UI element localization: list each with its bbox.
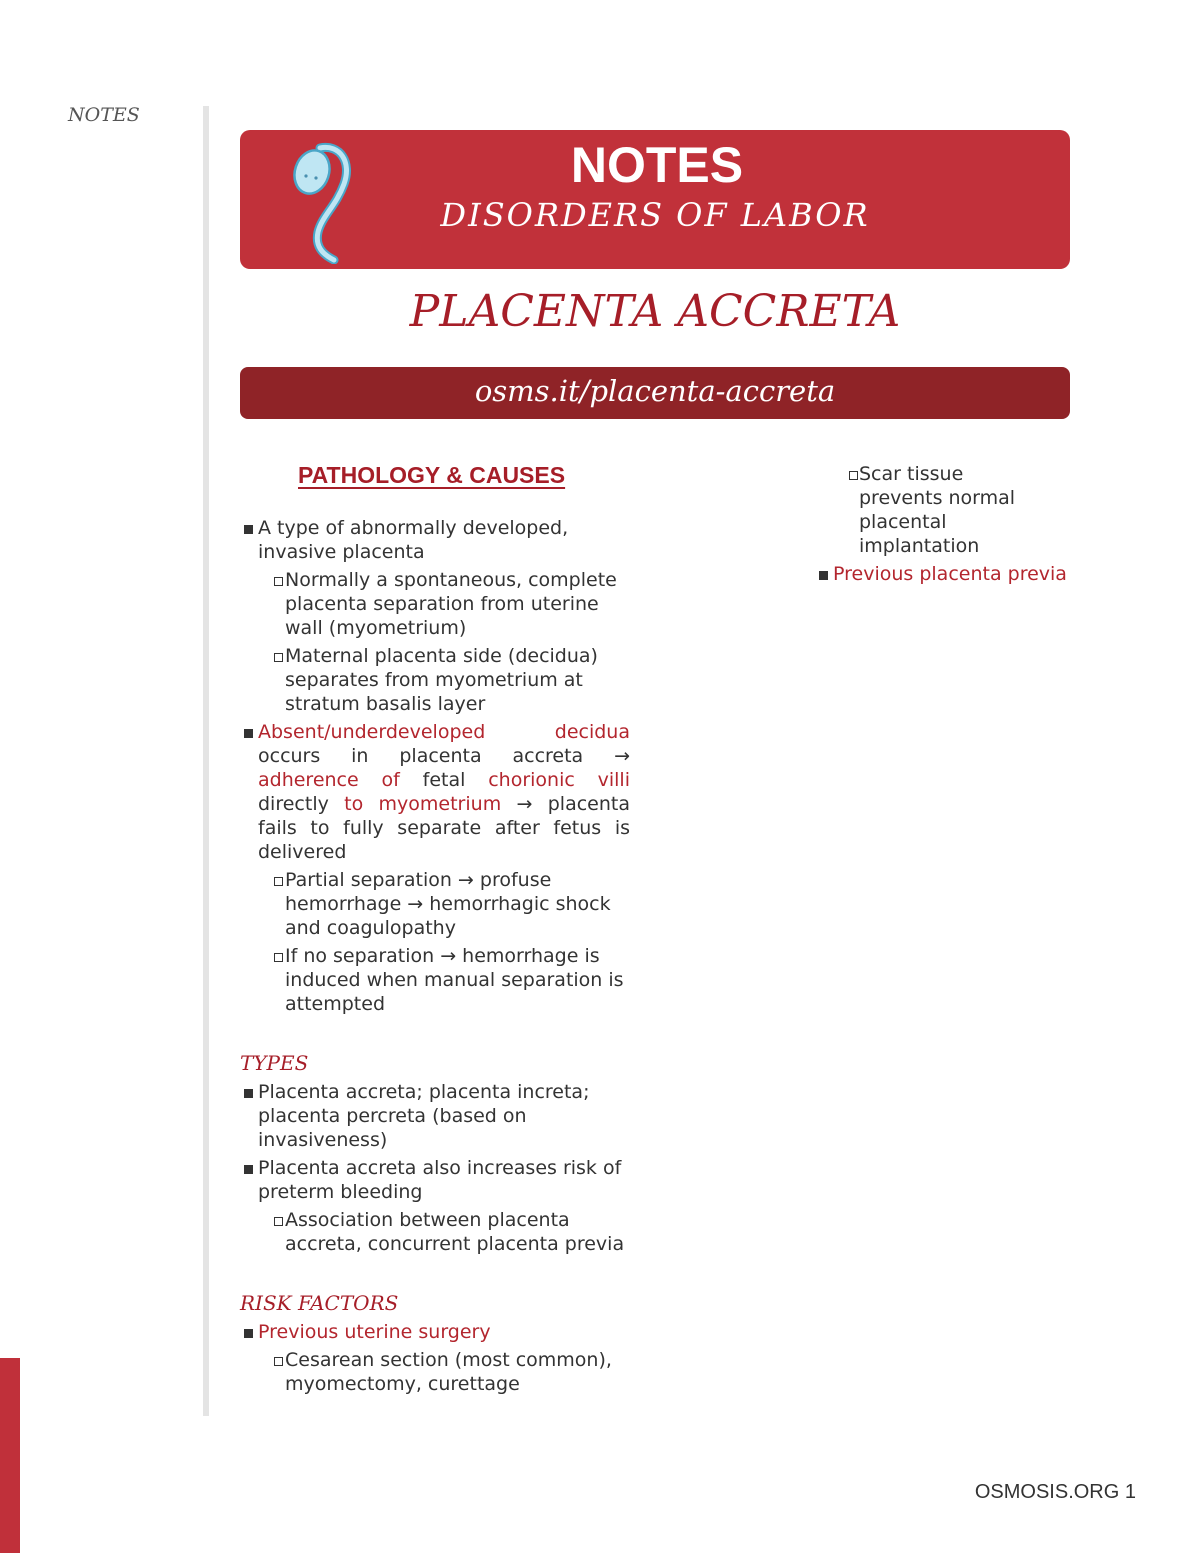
list-item: Placenta accreta also increases risk of preterm bleeding	[240, 1156, 630, 1204]
sub-list-item: If no separation → hemorrhage is induced when manual separation is attempted	[240, 944, 630, 1016]
sub-list-item: Scar tissue prevents normal placental implantation	[815, 462, 1034, 558]
highlight-text: adherence of	[258, 769, 400, 791]
right-column	[815, 458, 1085, 586]
section-heading-risk-factors: RISK FACTORS	[240, 1291, 399, 1315]
section-heading-pathology: PATHOLOGY & CAUSES	[298, 462, 566, 488]
sub-list-item: Normally a spontaneous, complete placenta separation from uterine wall (myometrium)	[240, 568, 630, 640]
body-text: fetal	[399, 769, 489, 791]
edge-accent-bar	[0, 1358, 20, 1553]
sub-list-item: Cesarean section (most common), myomectomy, curettage	[240, 1348, 630, 1396]
url-link[interactable]: osms.it/placenta-accreta	[240, 367, 1070, 419]
page-footer: OSMOSIS.ORG 1	[974, 1481, 1136, 1503]
list-item: A type of abnormally developed, invasive placenta	[240, 516, 630, 564]
sub-list-item: Partial separation → profuse hemorrhage → hemorrhagic shock and coagulopathy	[240, 868, 630, 940]
list-item: Previous placenta previa	[815, 562, 1085, 586]
sidebar-label: NOTES	[68, 104, 140, 126]
highlight-text: Absent/underdeveloped decidua	[258, 721, 630, 743]
left-column	[240, 460, 630, 1396]
sub-list-item: Association between placenta accreta, concurrent placenta previa	[240, 1208, 630, 1256]
page-title: PLACENTA ACCRETA	[409, 286, 901, 337]
sidebar-divider	[203, 106, 209, 1416]
banner-title: NOTES	[570, 137, 744, 193]
section-heading-types: TYPES	[240, 1051, 309, 1075]
sub-list-item: Maternal placenta side (decidua) separates from myometrium at stratum basalis layer	[240, 644, 630, 716]
highlight-text: to myometrium	[344, 793, 502, 815]
banner-subtitle: DISORDERS OF LABOR	[440, 196, 870, 234]
list-item: Previous uterine surgery	[240, 1320, 630, 1344]
highlight-text: chorionic villi	[488, 769, 630, 791]
body-text: → placenta fails to fully separate after fetus is delivered	[258, 793, 630, 863]
body-text: occurs in placenta accreta →	[258, 745, 630, 767]
header-banner	[240, 130, 1070, 269]
list-item: Placenta accreta; placenta increta; placenta percreta (based on invasiveness)	[240, 1080, 630, 1152]
body-text: directly	[258, 793, 345, 815]
list-item	[240, 720, 630, 864]
